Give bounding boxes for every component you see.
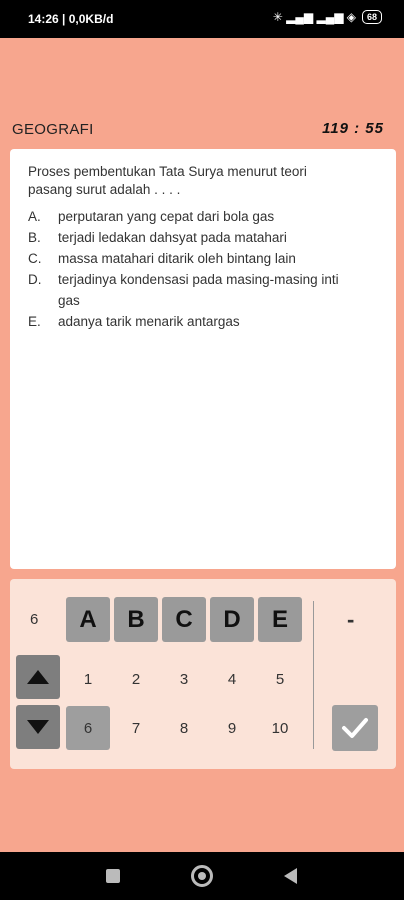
option-letter: C. (28, 251, 42, 266)
previous-button[interactable] (16, 655, 60, 699)
question-number-4[interactable]: 4 (227, 670, 237, 688)
option-text: massa matahari ditarik oleh bintang lain (58, 251, 296, 266)
question-number-1[interactable]: 1 (83, 670, 93, 688)
question-number-5[interactable]: 5 (275, 670, 285, 688)
question-number-7[interactable]: 7 (131, 719, 141, 737)
option-text: terjadinya kondensasi pada masing-masing inti gas (58, 272, 339, 308)
arrow-up-icon (27, 670, 49, 684)
check-icon (341, 717, 369, 739)
question-number-6[interactable]: 6 (66, 706, 110, 750)
recent-apps-icon[interactable] (106, 869, 120, 883)
question-number-2[interactable]: 2 (131, 670, 141, 688)
countdown-timer: 119 : 55 (322, 120, 384, 137)
answer-button-a[interactable]: A (66, 597, 110, 642)
home-icon[interactable] (191, 865, 213, 887)
option-d (28, 269, 348, 311)
option-letter: E. (28, 314, 41, 329)
option-text: terjadi ledakan dahsyat pada matahari (58, 230, 287, 245)
question-number-3[interactable]: 3 (179, 670, 189, 688)
signal-icons: ✳ ▂▄▆ ▂▄▆ ◈ (272, 10, 356, 24)
answer-button-d[interactable]: D (210, 597, 254, 642)
answer-button-c[interactable]: C (162, 597, 206, 642)
panel-divider (313, 601, 314, 749)
option-e (28, 311, 348, 332)
question-card (10, 149, 396, 569)
status-indicators (273, 10, 382, 24)
answer-button-e[interactable]: E (258, 597, 302, 642)
navigation-bar (0, 852, 404, 900)
option-text: adanya tarik menarik antargas (58, 314, 240, 329)
status-time: 14:26 | 0,0KB/d (28, 12, 114, 26)
answer-button-b[interactable]: B (114, 597, 158, 642)
option-letter: B. (28, 230, 41, 245)
next-button[interactable] (16, 705, 60, 749)
selected-answer: - (347, 607, 355, 632)
current-question-number: 6 (30, 611, 39, 628)
question-number-8[interactable]: 8 (179, 719, 189, 737)
submit-check-button[interactable] (332, 705, 378, 751)
status-bar (0, 0, 404, 38)
option-list (28, 206, 348, 332)
question-number-10[interactable]: 10 (271, 719, 289, 737)
arrow-down-icon (27, 720, 49, 734)
option-letter: D. (28, 272, 42, 287)
option-letter: A. (28, 209, 41, 224)
option-b (28, 227, 348, 248)
question-number-9[interactable]: 9 (227, 719, 237, 737)
battery-icon: 68 (362, 10, 382, 24)
back-icon[interactable] (284, 868, 297, 884)
option-c (28, 248, 348, 269)
option-text: perputaran yang cepat dari bola gas (58, 209, 275, 224)
answer-panel (10, 579, 396, 769)
option-a (28, 206, 348, 227)
question-text: Proses pembentukan Tata Surya menurut teori pasang surut adalah . . . . (28, 164, 307, 197)
subject-title: GEOGRAFI (12, 121, 94, 138)
